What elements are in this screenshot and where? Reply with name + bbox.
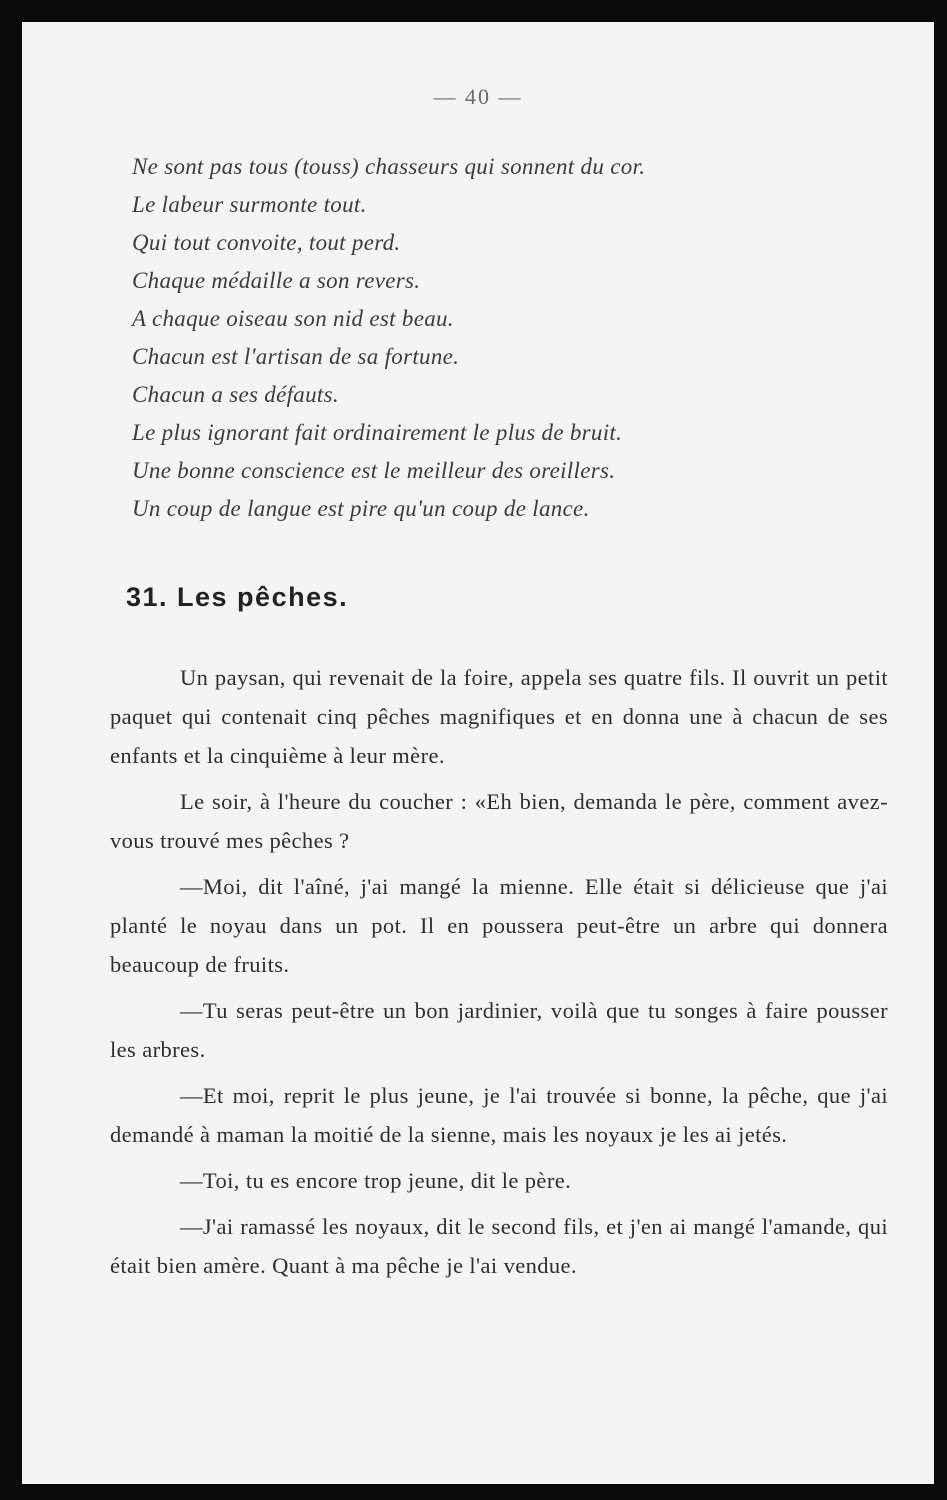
- proverb-line: Chaque médaille a son revers.: [132, 268, 421, 293]
- proverb-line: Qui tout convoite, tout perd.: [132, 230, 401, 255]
- proverb-line: Chacun a ses défauts.: [132, 382, 339, 407]
- story-paragraph: Un paysan, qui revenait de la foire, appela ses quatre fils. Il ouvrit un petit paquet qui contenait cinq pêches magnifiques et en donna une à chacun de ses enfants et la cinquième à leur mère.: [110, 665, 888, 768]
- story-paragraph: —Toi, tu es encore trop jeune, dit le père.: [180, 1168, 572, 1193]
- proverb-list: [132, 148, 892, 528]
- section-title: 31. Les pêches.: [126, 582, 349, 612]
- story-paragraph: —Tu seras peut-être un bon jardinier, voilà que tu songes à faire pousser les arbres.: [110, 998, 888, 1062]
- book-page: [22, 22, 934, 1484]
- story-paragraph: —J'ai ramassé les noyaux, dit le second fils, et j'en ai mangé l'amande, qui était bien amère. Quant à ma pêche je l'ai vendue.: [110, 1214, 888, 1278]
- proverb-line: Une bonne conscience est le meilleur des oreillers.: [132, 458, 616, 483]
- proverb-line: A chaque oiseau son nid est beau.: [132, 306, 454, 331]
- story-body: [110, 658, 888, 1292]
- story-paragraph: —Et moi, reprit le plus jeune, je l'ai trouvée si bonne, la pêche, que j'ai demandé à maman la moitié de la sienne, mais les noyaux je les ai jetés.: [110, 1083, 888, 1147]
- proverb-line: Chacun est l'artisan de sa fortune.: [132, 344, 460, 369]
- story-paragraph: Le soir, à l'heure du coucher : «Eh bien, demanda le père, comment avez-vous trouvé mes pêches ?: [110, 789, 888, 853]
- story-paragraph: —Moi, dit l'aîné, j'ai mangé la mienne. Elle était si délicieuse que j'ai planté le noyau dans un pot. Il en poussera peut-être un arbre qui donnera beaucoup de fruits.: [110, 874, 888, 977]
- proverb-line: Le plus ignorant fait ordinairement le plus de bruit.: [132, 420, 623, 445]
- page-number: — 40 —: [433, 84, 523, 109]
- proverb-line: Un coup de langue est pire qu'un coup de lance.: [132, 496, 590, 521]
- proverb-line: Ne sont pas tous (touss) chasseurs qui sonnent du cor.: [132, 154, 646, 179]
- proverb-line: Le labeur surmonte tout.: [132, 192, 367, 217]
